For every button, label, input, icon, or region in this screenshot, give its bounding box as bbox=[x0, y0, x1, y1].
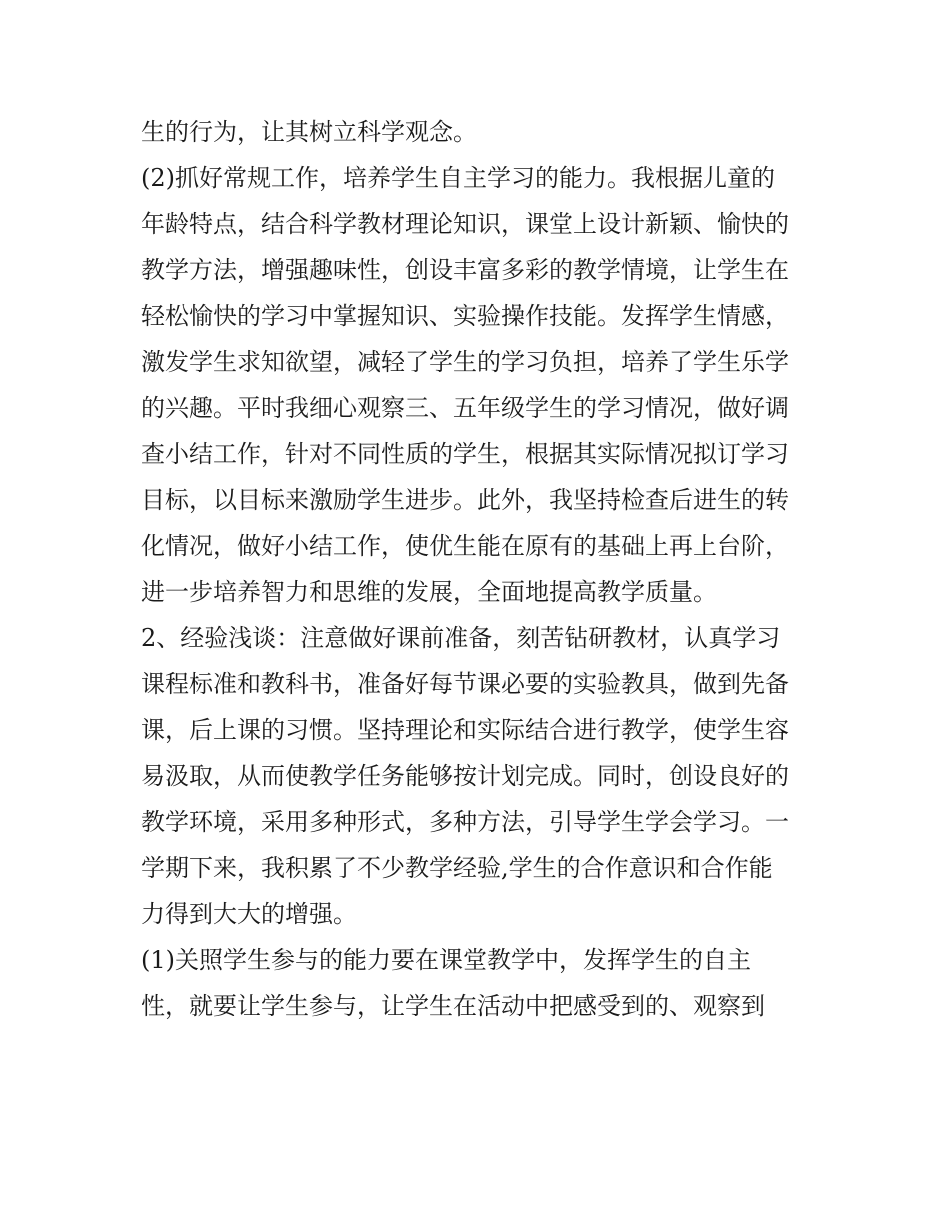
text-line: 轻松愉快的学习中掌握知识、实验操作技能。发挥学生情感， bbox=[141, 302, 789, 330]
text-line: 易汲取，从而使教学任务能够按计划完成。同时，创设良好的 bbox=[141, 762, 789, 790]
text-line: 学期下来，我积累了不少教学经验,学生的合作意识和合作能 bbox=[141, 854, 773, 882]
text-line: 教学环境，采用多种形式，多种方法，引导学生学会学习。一 bbox=[141, 808, 789, 836]
body-text bbox=[141, 109, 821, 1029]
text-line: 2、经验浅谈：注意做好课前准备，刻苦钻研教材，认真学习 bbox=[141, 624, 781, 652]
text-line: 生的行为，让其树立科学观念。 bbox=[141, 118, 477, 146]
text-line: 的兴趣。平时我细心观察三、五年级学生的学习情况，做好调 bbox=[141, 394, 789, 422]
text-line: 性，就要让学生参与，让学生在活动中把感受到的、观察到 bbox=[141, 992, 765, 1020]
text-line: 力得到大大的增强。 bbox=[141, 900, 357, 928]
text-line: (2)抓好常规工作，培养学生自主学习的能力。我根据儿童的 bbox=[141, 164, 775, 192]
text-line: 教学方法，增强趣味性，创设丰富多彩的教学情境，让学生在 bbox=[141, 256, 789, 284]
text-line: 目标，以目标来激励学生进步。此外，我坚持检查后进生的转 bbox=[141, 486, 789, 514]
text-line: 年龄特点，结合科学教材理论知识，课堂上设计新颖、愉快的 bbox=[141, 210, 789, 238]
text-line: 查小结工作，针对不同性质的学生，根据其实际情况拟订学习 bbox=[141, 440, 789, 468]
text-line: 化情况，做好小结工作，使优生能在原有的基础上再上台阶， bbox=[141, 532, 789, 560]
text-line: 课程标准和教科书，准备好每节课必要的实验教具，做到先备 bbox=[141, 670, 789, 698]
text-line: (1)关照学生参与的能力要在课堂教学中，发挥学生的自主 bbox=[141, 946, 751, 974]
text-line: 进一步培养智力和思维的发展，全面地提高教学质量。 bbox=[141, 578, 717, 606]
text-line: 课，后上课的习惯。坚持理论和实际结合进行教学，使学生容 bbox=[141, 716, 789, 744]
text-line: 激发学生求知欲望，减轻了学生的学习负担，培养了学生乐学 bbox=[141, 348, 789, 376]
